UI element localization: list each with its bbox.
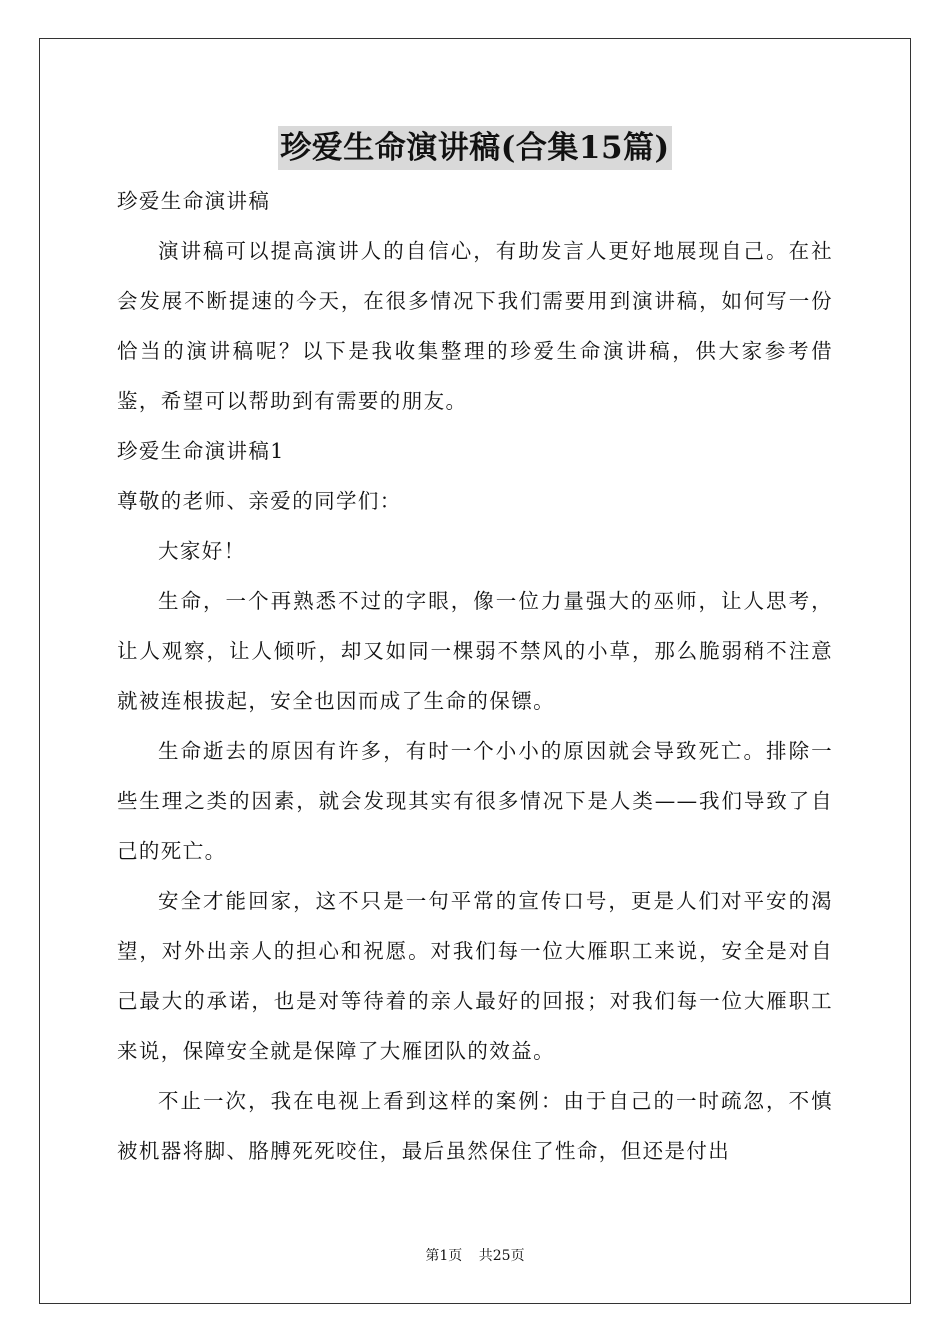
title-container — [0, 126, 950, 170]
page-number: 第1页 — [425, 1248, 463, 1264]
paragraph-body: 安全才能回家，这不只是一句平常的宣传口号，更是人们对平安的渴望，对外出亲人的担心和祝愿。对我们每一位大雁职工来说，安全是对自己最大的承诺，也是对等待着的亲人最好的回报；对我们每一位大雁职工来说，保障安全就是保障了大雁团队的效益。 — [117, 889, 833, 1063]
document-title: 珍爱生命演讲稿(合集15篇) — [278, 126, 671, 170]
paragraph-intro: 演讲稿可以提高演讲人的自信心，有助发言人更好地展现自己。在社会发展不断提速的今天，在很多情况下我们需要用到演讲稿，如何写一份恰当的演讲稿呢？以下是我收集整理的珍爱生命演讲稿，供大家参考借鉴，希望可以帮助到有需要的朋友。 — [117, 239, 833, 413]
page-total: 共25页 — [478, 1248, 525, 1264]
paragraph-salutation: 尊敬的老师、亲爱的同学们： — [117, 489, 402, 513]
paragraph-body: 生命，一个再熟悉不过的字眼，像一位力量强大的巫师，让人思考，让人观察，让人倾听，却又如同一棵弱不禁风的小草，那么脆弱稍不注意就被连根拔起，安全也因而成了生命的保镖。 — [117, 589, 833, 713]
paragraph-body: 不止一次，我在电视上看到这样的案例：由于自己的一时疏忽，不慎被机器将脚、胳膊死死咬住，最后虽然保住了性命，但还是付出 — [117, 1089, 833, 1163]
paragraph-body: 生命逝去的原因有许多，有时一个小小的原因就会导致死亡。排除一些生理之类的因素，就会发现其实有很多情况下是人类——我们导致了自己的死亡。 — [117, 739, 833, 863]
paragraph-heading: 珍爱生命演讲稿 — [117, 189, 271, 213]
paragraph-section-title: 珍爱生命演讲稿1 — [117, 439, 285, 463]
paragraph-greeting: 大家好！ — [158, 539, 246, 563]
page-footer — [0, 1246, 950, 1266]
document-body — [117, 176, 833, 1176]
